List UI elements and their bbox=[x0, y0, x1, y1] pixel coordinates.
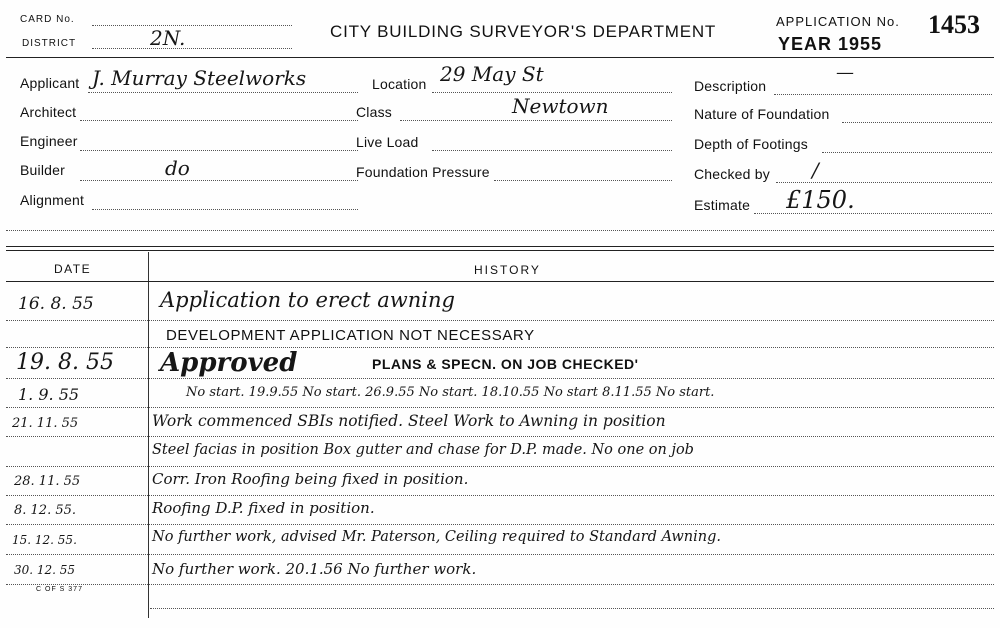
history-entry-8: No further work, advised Mr. Paterson, Ceiling required to Standard Awning. bbox=[152, 529, 722, 545]
header-rule bbox=[6, 57, 994, 58]
class-value: Newtown bbox=[512, 94, 609, 118]
history-header-rule bbox=[6, 281, 994, 282]
description-label: Description bbox=[694, 78, 767, 94]
builder-line bbox=[80, 180, 358, 181]
alignment-label: Alignment bbox=[20, 192, 85, 208]
description-line bbox=[774, 94, 992, 95]
card-no-label: CARD No. bbox=[20, 14, 75, 25]
estimate-label: Estimate bbox=[694, 197, 751, 213]
applicant-line bbox=[88, 92, 358, 93]
application-number: 1453 bbox=[928, 10, 980, 39]
date-column-divider bbox=[148, 252, 149, 618]
row-line-2 bbox=[6, 378, 994, 379]
depth-line bbox=[822, 152, 992, 153]
district-value: 2N. bbox=[150, 26, 186, 50]
history-entry-3: No start. 19.9.55 No start. 26.9.55 No start. 18.10.55 No start 8.11.55 No start. bbox=[186, 385, 715, 400]
history-date-3: 1. 9. 55 bbox=[18, 385, 80, 404]
nature-label: Nature of Foundation bbox=[694, 106, 830, 122]
engineer-label: Engineer bbox=[20, 133, 78, 149]
row-line-8 bbox=[6, 554, 994, 555]
builder-label: Builder bbox=[20, 162, 65, 178]
row-line-10 bbox=[150, 608, 994, 609]
architect-label: Architect bbox=[20, 104, 77, 120]
history-header: HISTORY bbox=[474, 263, 541, 277]
row-line-1 bbox=[6, 347, 994, 348]
history-entry-6: Corr. Iron Roofing being fixed in position. bbox=[152, 470, 469, 488]
department-title: CITY BUILDING SURVEYOR'S DEPARTMENT bbox=[330, 22, 717, 41]
live-load-line bbox=[432, 150, 672, 151]
checked-line bbox=[776, 182, 992, 183]
row-line-0 bbox=[6, 320, 994, 321]
estimate-value: £150. bbox=[786, 186, 855, 214]
nature-line bbox=[842, 122, 992, 123]
checked-label: Checked by bbox=[694, 166, 770, 182]
application-label: APPLICATION No. bbox=[776, 14, 900, 29]
history-stamp-2: PLANS & SPECN. ON JOB CHECKED' bbox=[372, 356, 639, 372]
architect-line bbox=[80, 120, 358, 121]
history-date-6: 28. 11. 55 bbox=[14, 474, 81, 489]
applicant-label: Applicant bbox=[20, 75, 80, 91]
builder-value: do bbox=[165, 156, 190, 180]
history-date-9: 30. 12. 55 bbox=[14, 563, 76, 577]
history-date-2: 19. 8. 55 bbox=[16, 350, 114, 375]
depth-label: Depth of Footings bbox=[694, 136, 808, 152]
location-label: Location bbox=[372, 76, 427, 92]
location-value: 29 May St bbox=[440, 62, 544, 86]
history-entry-4: Work commenced SBIs notified. Steel Work to Awning in position bbox=[152, 412, 666, 430]
description-value: — bbox=[836, 62, 854, 83]
details-bottom-rule bbox=[6, 230, 994, 231]
engineer-line bbox=[80, 150, 358, 151]
history-top-rule-2 bbox=[6, 250, 994, 251]
history-entry-2: Approved bbox=[160, 348, 298, 378]
history-entry-5: Steel facias in position Box gutter and chase for D.P. made. No one on job bbox=[152, 442, 694, 458]
district-label: DISTRICT bbox=[22, 38, 77, 49]
history-date-4: 21. 11. 55 bbox=[12, 416, 79, 431]
card-no-line bbox=[92, 25, 292, 26]
history-date-8: 15. 12. 55. bbox=[12, 533, 77, 547]
district-line bbox=[92, 48, 292, 49]
history-date-7: 8. 12. 55. bbox=[14, 503, 77, 518]
checked-value: / bbox=[812, 158, 819, 182]
class-label: Class bbox=[356, 104, 393, 120]
row-line-3 bbox=[6, 407, 994, 408]
history-entry-1: DEVELOPMENT APPLICATION NOT NECESSARY bbox=[166, 327, 535, 344]
history-entry-7: Roofing D.P. fixed in position. bbox=[152, 499, 375, 517]
location-line bbox=[432, 92, 672, 93]
footer-code: C OF S 377 bbox=[36, 586, 83, 593]
history-date-0: 16. 8. 55 bbox=[18, 294, 94, 314]
history-entry-9: No further work. 20.1.56 No further work. bbox=[152, 560, 477, 578]
date-header: DATE bbox=[54, 262, 92, 276]
row-line-9 bbox=[6, 584, 994, 585]
foundation-pressure-label: Foundation Pressure bbox=[356, 164, 490, 180]
row-line-6 bbox=[6, 495, 994, 496]
history-entry-0: Application to erect awning bbox=[160, 288, 455, 312]
row-line-7 bbox=[6, 524, 994, 525]
class-line bbox=[400, 120, 672, 121]
live-load-label: Live Load bbox=[356, 134, 419, 150]
applicant-value: J. Murray Steelworks bbox=[92, 66, 307, 90]
foundation-pressure-line bbox=[494, 180, 672, 181]
row-line-5 bbox=[6, 466, 994, 467]
year-label: YEAR 1955 bbox=[778, 34, 883, 54]
history-top-rule bbox=[6, 246, 994, 247]
row-line-4 bbox=[6, 436, 994, 437]
alignment-line bbox=[92, 209, 358, 210]
